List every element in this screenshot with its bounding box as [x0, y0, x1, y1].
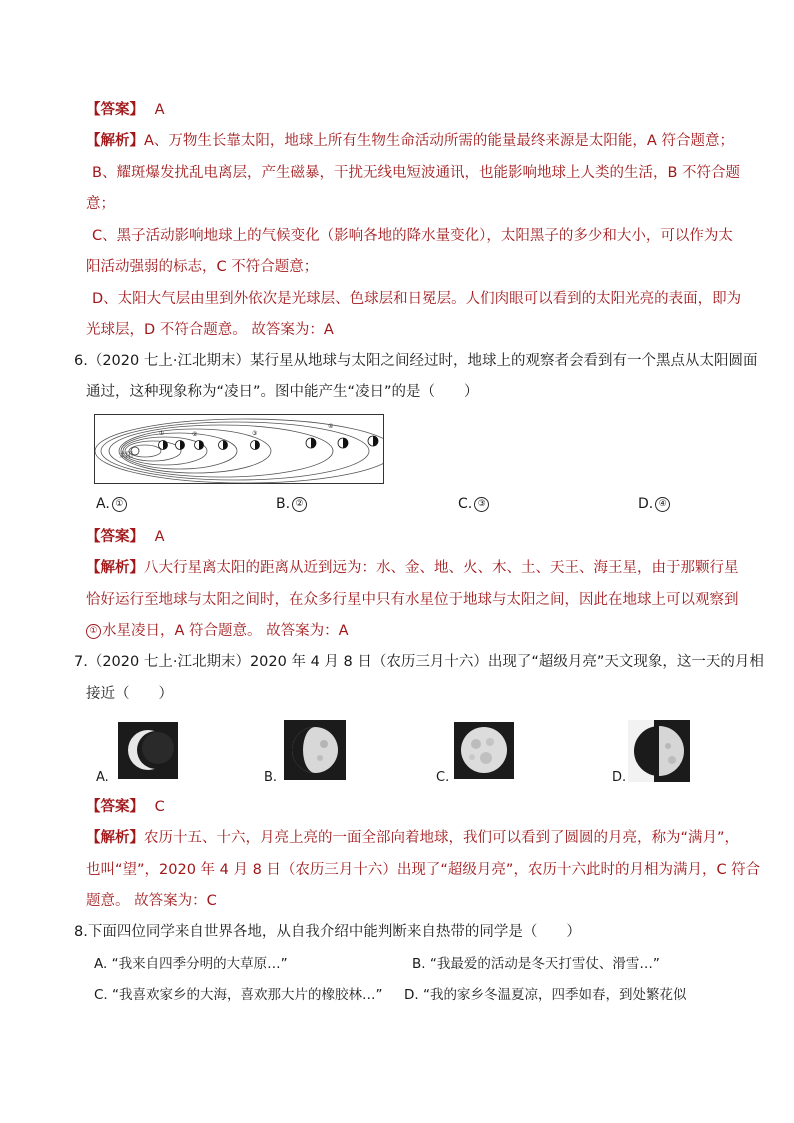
- analysis-tag: 【解析】: [86, 830, 144, 846]
- answer-tag: 【答案】: [86, 102, 144, 118]
- mark-1: ①: [86, 624, 101, 639]
- q6-analysis-line-1: [86, 558, 739, 578]
- q7-option-c-label[interactable]: C.: [436, 770, 450, 785]
- q6-stem-line-2: 通过，这种现象称为“凌日”。图中能产生“凌日”的是（ ）: [86, 384, 479, 400]
- moon-crescent-image[interactable]: [118, 722, 178, 779]
- q7-option-b-label[interactable]: B.: [264, 770, 278, 785]
- marker-3: ③: [252, 430, 258, 437]
- moon-first-quarter-image[interactable]: [628, 720, 690, 782]
- q8-stem: 8.下面四位同学来自世界各地，从自我介绍中能判断来自热带的同学是（ ）: [74, 924, 581, 940]
- option-mark: ①: [112, 497, 127, 512]
- option-letter: D.: [638, 496, 654, 512]
- q5-analysis-line-5: 阳活动强弱的标志，C 不符合题意；: [86, 259, 319, 275]
- option-letter: C.: [458, 496, 473, 512]
- q5-analysis-line-2: B、耀斑爆发扰乱电离层，产生磁暴，干扰无线电短波通讯，也能影响地球上人类的生活，B 不符合题: [92, 165, 741, 181]
- analysis-tag: 【解析】: [86, 560, 144, 576]
- q6-option-b[interactable]: [276, 496, 307, 512]
- q7-answer: [86, 797, 165, 817]
- q6-option-d[interactable]: [638, 496, 670, 512]
- q8-option-d[interactable]: D. “我的家乡冬温夏凉，四季如春，到处繁花似: [404, 987, 687, 1003]
- q5-answer: [86, 100, 165, 120]
- option-mark: ③: [474, 497, 489, 512]
- marker-1: ①: [159, 430, 165, 437]
- q8-option-a[interactable]: A. “我来自四季分明的大草原…”: [94, 956, 288, 972]
- q5-analysis-line-3: 意；: [86, 196, 115, 212]
- q8-option-b[interactable]: B. “我最爱的活动是冬天打雪仗、滑雪…”: [412, 956, 660, 972]
- q7-analysis-line-1: [86, 828, 739, 848]
- planet-markers: [159, 436, 379, 450]
- answer-value: A: [154, 102, 165, 118]
- analysis-text: 水星凌日，A 符合题意。 故答案为：A: [102, 623, 349, 639]
- q8-option-c[interactable]: C. “我喜欢家乡的大海，喜欢那大片的橡胶林…”: [94, 987, 383, 1003]
- orbit-diagram-svg: [95, 415, 383, 483]
- q6-analysis-line-3: [86, 621, 349, 641]
- q6-answer: [86, 527, 165, 547]
- orbit-diagram: [94, 414, 384, 484]
- q7-option-d-label[interactable]: D.: [612, 770, 627, 785]
- q7-stem-line-2: 接近（ ）: [86, 686, 173, 702]
- option-letter: A.: [96, 496, 110, 512]
- q6-option-a[interactable]: [96, 496, 127, 512]
- moon-gibbous-image[interactable]: [284, 720, 346, 780]
- q7-analysis-line-3: 题意。 故答案为：C: [86, 893, 217, 909]
- answer-tag: 【答案】: [86, 529, 144, 545]
- q5-analysis-line-6: D、太阳大气层由里到外依次是光球层、色球层和日冕层。人们肉眼可以看到的太阳光亮的表面，即为: [92, 291, 742, 307]
- q5-analysis-line-4: C、黑子活动影响地球上的气候变化（影响各地的降水量变化），太阳黑子的多少和大小，可以作为太: [92, 228, 733, 244]
- q6-stem-line-1: 6.（2020 七上·江北期末）某行星从地球与太阳之间经过时，地球上的观察者会看到有一个黑点从太阳圆面: [74, 353, 758, 369]
- moon-full-image[interactable]: [454, 722, 514, 779]
- analysis-text: 八大行星离太阳的距离从近到远为：水、金、地、火、木、土、天王、海王星，由于那颗行星: [144, 560, 739, 576]
- analysis-text: 农历十五、十六，月亮上亮的一面全部向着地球，我们可以看到了圆圆的月亮，称为“满月”，: [144, 830, 740, 846]
- q5-analysis-line-1: [86, 131, 734, 151]
- analysis-text: A、万物生长靠太阳，地球上所有生物生命活动所需的能量最终来源是太阳能，A 符合题意；: [144, 133, 734, 149]
- marker-2: ②: [192, 431, 198, 438]
- analysis-tag: 【解析】: [86, 133, 144, 149]
- option-mark: ④: [655, 497, 670, 512]
- answer-value: A: [154, 529, 165, 545]
- sun-label: 太阳: [119, 451, 133, 459]
- marker-4: ④: [328, 423, 334, 430]
- q6-option-c[interactable]: [458, 496, 489, 512]
- option-mark: ②: [292, 497, 307, 512]
- q5-analysis-line-7: 光球层，D 不符合题意。 故答案为：A: [86, 322, 334, 338]
- q7-analysis-line-2: 也叫“望”，2020 年 4 月 8 日（农历三月十六）出现了“超级月亮”，农历十六此时的月相为满月，C 符合: [86, 862, 761, 878]
- option-letter: B.: [276, 496, 291, 512]
- q7-stem-line-1: 7.（2020 七上·江北期末）2020 年 4 月 8 日（农历三月十六）出现了“超级月亮”天文现象，这一天的月相: [74, 654, 764, 670]
- q6-analysis-line-2: 恰好运行至地球与太阳之间时，在众多行星中只有水星位于地球与太阳之间，因此在地球上可以观察到: [86, 592, 739, 608]
- answer-tag: 【答案】: [86, 799, 144, 815]
- answer-value: C: [154, 799, 165, 815]
- q7-option-a-label[interactable]: A.: [96, 770, 109, 785]
